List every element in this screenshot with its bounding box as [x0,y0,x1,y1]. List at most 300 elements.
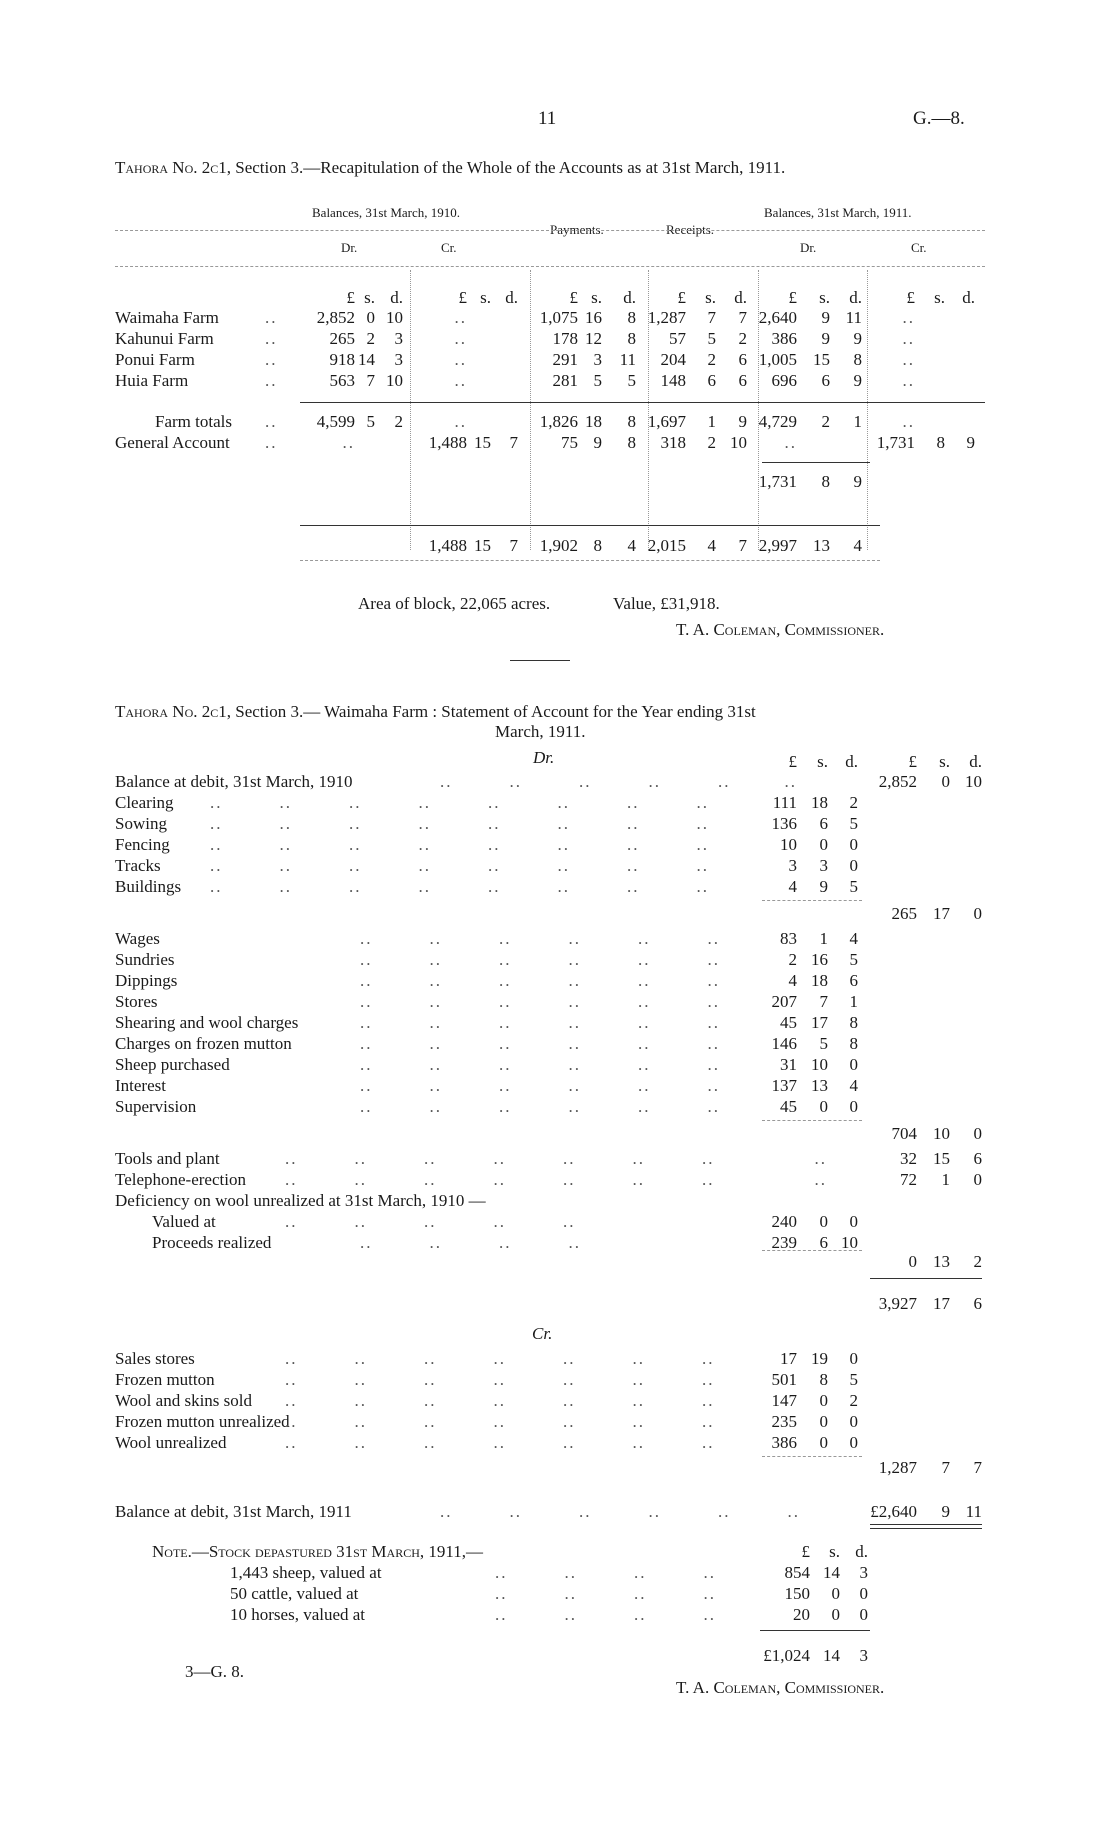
waimaha-title-rest: Section 3.— Waimaha Farm : Statement of Account for the Year ending 31st [235,702,756,721]
recap-row-3-2-2: 5 [627,371,636,390]
recap-row-2-4-1: 15 [813,350,830,369]
lsd-head-3-1: s. [705,288,716,307]
leader-dots: .. [265,350,278,369]
credit-item-amount-2: 0 [849,1412,858,1431]
lsd-head-4-0: £ [788,288,797,307]
farm-totals-4-1: 2 [821,412,830,431]
leader-dots: .. .. .. .. .. .. [360,929,777,948]
col-head-receipts: Receipts. [666,222,715,237]
recap-row-2-3-0: 204 [660,350,686,369]
leader-dots: .. .. .. .. .. .. [440,1502,857,1521]
column-divider-4 [867,270,868,550]
leader-dots: .. [265,412,278,431]
farm-totals-label: Farm totals [155,412,232,431]
sub-dr-4-2: 9 [853,472,862,491]
leader-dots: .. [265,329,278,348]
debit-item-amount-2: 5 [849,877,858,896]
debit-item-amount-2: 4 [849,929,858,948]
lsd-head-4-1: s. [819,288,830,307]
group2-total-0: 704 [891,1124,917,1143]
waimaha-title [115,702,756,722]
leader-dots: .. .. .. .. .. .. [360,1076,777,1095]
general-account-3-1: 2 [707,433,716,452]
farm-totals-3-0: 1,697 [647,412,686,431]
lsd-head-2-1: s. [591,288,602,307]
recap-row-3-3-1: 6 [707,371,716,390]
lsd-head-3-0: £ [677,288,686,307]
leader-dots: .. .. .. .. .. .. [360,992,777,1011]
cr-total-2: 7 [973,1458,982,1477]
debit-item-label: Wages [115,929,160,948]
telephone-total-1: 1 [941,1170,950,1189]
page-number: 11 [538,108,557,129]
leader-dots: .. .. .. .. .. .. [360,1097,777,1116]
credit-item-amount-0: 17 [780,1349,797,1368]
telephone-label: Telephone-erection [115,1170,246,1189]
grand-3-0: 2,015 [647,536,686,555]
empty-cr-1911: .. [902,329,915,348]
debit-item-amount-1: 3 [819,856,828,875]
debit-item-amount-1: 7 [819,992,828,1011]
general-account-5-2: 9 [966,433,975,452]
recap-title-rest: Section 3.—Recapitulation of the Whole of the Accounts as at 31st March, 1911. [235,158,786,177]
grand-rule-bottom [300,560,880,561]
debit-item-label: Dippings [115,971,178,990]
recap-row-1-3-0: 57 [669,329,686,348]
lsd-head-0-2: d. [390,288,403,307]
general-account-2-2: 8 [627,433,636,452]
column-divider-0 [410,270,411,550]
leader-dots: .. .. .. .. .. .. .. [285,1349,772,1368]
recap-row-0-2-1: 16 [585,308,602,327]
stmt-lsd-outer-1: s. [939,752,950,771]
credit-item-amount-1: 0 [819,1433,828,1452]
general-account-label: General Account [115,433,230,452]
balance-1910-label: Balance at debit, 31st March, 1910 [115,772,353,791]
recap-row-0-4-0: 2,640 [758,308,797,327]
note-lsd-2: d. [855,1542,868,1561]
col-head-dr-1911: Dr. [800,240,817,255]
grand-4-2: 4 [853,536,862,555]
empty-dr-1911: .. [784,433,797,452]
empty-amount: .. [784,772,797,791]
col-head-dr-1910: Dr. [341,240,358,255]
recap-row-3-3-0: 148 [660,371,686,390]
note-item-amount-1: 0 [831,1605,840,1624]
stmt-lsd-outer-0: £ [908,752,917,771]
debit-item-label: Charges on frozen mutton [115,1034,292,1053]
grand-2-0: 1,902 [539,536,578,555]
leader-dots: .. .. .. .. .. .. [360,971,777,990]
empty-cr-1911: .. [902,350,915,369]
note-total-1: 14 [823,1646,840,1665]
block-value: Value, £31,918. [613,594,720,613]
group2-total-1: 10 [933,1124,950,1143]
note-item-label: 1,443 sheep, valued at [230,1563,382,1582]
debit-item-amount-2: 0 [849,856,858,875]
recap-row-label [115,308,219,328]
recap-row-1-4-0: 386 [771,329,797,348]
debit-item-amount-2: 0 [849,1055,858,1074]
lsd-head-1-0: £ [458,288,467,307]
recap-row-2-2-1: 3 [593,350,602,369]
lsd-head-2-0: £ [569,288,578,307]
balance-1910-total-2: 10 [965,772,982,791]
leader-dots: .. .. .. .. .. .. [360,950,777,969]
proceeds-amount-2: 10 [841,1233,858,1252]
empty-cr-1910: .. [454,412,467,431]
farm-totals-2-2: 8 [627,412,636,431]
note-item-amount-2: 0 [859,1605,868,1624]
stmt-lsd-outer-2: d. [969,752,982,771]
debit-item-label: Sowing [115,814,167,833]
debit-item-amount-1: 17 [811,1013,828,1032]
recap-row-2-2-2: 11 [619,350,636,369]
debit-item-label: Interest [115,1076,166,1095]
grand-rule [300,525,880,526]
credit-item-amount-2: 0 [849,1349,858,1368]
leader-dots: .. .. .. .. .. .. .. [285,1433,772,1452]
deficiency-label: Deficiency on wool unrealized at 31st March, 1910 — [115,1191,486,1210]
lsd-head-0-1: s. [364,288,375,307]
recap-row-label-text: Waimaha Farm [115,308,219,327]
farm-totals-3-2: 9 [738,412,747,431]
credit-item-amount-1: 0 [819,1391,828,1410]
debit-item-amount-1: 0 [819,835,828,854]
section-divider [510,660,570,661]
col-head-cr-1911: Cr. [911,240,927,255]
leader-dots: .. .. .. .. .. .. .. .. [210,877,766,896]
subtotal-rule [762,1456,862,1457]
note-item-amount-2: 0 [859,1584,868,1603]
group1-total-1: 17 [933,904,950,923]
note-item-amount-2: 3 [859,1563,868,1582]
leader-dots: .. .. .. .. .. .. .. .. [210,814,766,833]
valued-at-amount-0: 240 [771,1212,797,1231]
credit-item-amount-0: 501 [771,1370,797,1389]
debit-item-amount-0: 3 [788,856,797,875]
empty-amount: .. [814,1149,827,1168]
recap-row-1-4-1: 9 [821,329,830,348]
waimaha-signature: T. A. Coleman, Commissioner. [676,1678,885,1697]
recap-row-label-text: Kahunui Farm [115,329,214,348]
debit-item-amount-1: 13 [811,1076,828,1095]
recap-row-0-0-0: 2,852 [316,308,355,327]
recap-row-1-4-2: 9 [853,329,862,348]
debit-item-label: Sheep purchased [115,1055,230,1074]
leader-dots: .. .. .. .. .. .. [360,1034,777,1053]
recap-row-label [115,371,188,391]
debit-item-label: Supervision [115,1097,197,1116]
empty-cr-1910: .. [454,350,467,369]
recap-row-3-0-0: 563 [329,371,355,390]
recap-title-prefix: Tahora No. 2c1, [115,158,231,177]
credit-item-label: Wool and skins sold [115,1391,252,1410]
recap-row-1-3-1: 5 [707,329,716,348]
grand-1-2: 7 [509,536,518,555]
empty-dr-1910: .. [342,433,355,452]
leader-dots: .. .. .. .. .. [440,772,788,791]
debit-item-amount-1: 6 [819,814,828,833]
credit-item-label: Wool unrealized [115,1433,227,1452]
note-item-amount-0: 854 [784,1563,810,1582]
debit-item-label: Sundries [115,950,175,969]
sub-dr-4-0: 1,731 [758,472,797,491]
debit-item-amount-0: 111 [772,793,797,812]
sub-rule [762,462,870,463]
recap-row-3-4-2: 9 [853,371,862,390]
grand-2-1: 8 [593,536,602,555]
credit-item-label: Sales stores [115,1349,195,1368]
recap-row-2-4-2: 8 [853,350,862,369]
debit-item-amount-2: 8 [849,1034,858,1053]
valued-at-label: Valued at [152,1212,216,1231]
debit-item-amount-0: 4 [788,971,797,990]
recap-row-1-0-0: 265 [329,329,355,348]
debit-item-label: Buildings [115,877,182,896]
credit-item-amount-1: 8 [819,1370,828,1389]
cr-total-0: 1,287 [878,1458,917,1477]
leader-dots: .. .. .. .. .. .. .. .. [210,835,766,854]
leader-dots: .. [265,308,278,327]
general-account-5-0: 1,731 [876,433,915,452]
grand-4-0: 2,997 [758,536,797,555]
credit-item-label: Frozen mutton [115,1370,215,1389]
dr-heading: Dr. [533,748,555,767]
leader-dots: .. .. .. .. [360,1233,638,1252]
empty-cr-1911: .. [902,412,915,431]
note-item-amount-1: 14 [823,1563,840,1582]
subtotal-rule [762,1250,862,1251]
general-account-1-2: 7 [509,433,518,452]
telephone-total-2: 0 [973,1170,982,1189]
lsd-head-4-2: d. [849,288,862,307]
recap-row-0-2-2: 8 [627,308,636,327]
proceeds-amount-1: 6 [819,1233,828,1252]
leader-dots: .. [265,433,278,452]
recap-row-1-3-2: 2 [738,329,747,348]
empty-amount: .. [814,1170,827,1189]
stmt-lsd-inner-0: £ [788,752,797,771]
debit-item-amount-2: 0 [849,1097,858,1116]
footer-signature-mark: 3—G. 8. [185,1662,245,1681]
head-rule-top [115,230,985,231]
subtotal-rule [762,1120,862,1121]
note-total-0: £1,024 [763,1646,810,1665]
dr-total-0: 3,927 [878,1294,917,1313]
recap-row-1-0-2: 3 [394,329,403,348]
leader-dots: .. .. .. .. .. .. .. [285,1391,772,1410]
recap-row-2-3-2: 6 [738,350,747,369]
debit-item-amount-0: 10 [780,835,797,854]
proceeds-label: Proceeds realized [152,1233,272,1252]
note-heading: Note.—Stock depastured 31st March, 1911,— [152,1542,483,1561]
credit-item-amount-0: 235 [771,1412,797,1431]
debit-item-amount-1: 0 [819,1097,828,1116]
tools-label: Tools and plant [115,1149,220,1168]
recap-row-3-0-1: 7 [366,371,375,390]
recap-title [115,158,985,178]
debit-item-label: Stores [115,992,158,1011]
proceeds-amount-0: 239 [771,1233,797,1252]
tools-total-0: 32 [900,1149,917,1168]
debit-item-amount-2: 8 [849,1013,858,1032]
recap-row-2-3-1: 2 [707,350,716,369]
recap-row-0-2-0: 1,075 [539,308,578,327]
sub-dr-4-1: 8 [821,472,830,491]
totals-rule [300,402,985,403]
debit-item-amount-1: 10 [811,1055,828,1074]
deficiency-total-1: 13 [933,1252,950,1271]
subtotal-rule [762,900,862,901]
debit-item-amount-2: 5 [849,814,858,833]
recap-row-2-0-0: 918 [329,350,355,369]
general-account-1-0: 1,488 [428,433,467,452]
empty-cr-1911: .. [902,308,915,327]
grand-2-2: 4 [627,536,636,555]
debit-item-amount-2: 5 [849,950,858,969]
recap-row-2-0-2: 3 [394,350,403,369]
debit-item-amount-0: 2 [788,950,797,969]
credit-item-amount-1: 0 [819,1412,828,1431]
stmt-lsd-inner-1: s. [817,752,828,771]
credit-item-amount-0: 386 [771,1433,797,1452]
document-reference: G.—8. [913,108,965,129]
note-item-amount-0: 150 [784,1584,810,1603]
debit-item-amount-1: 5 [819,1034,828,1053]
debit-item-amount-2: 2 [849,793,858,812]
debit-item-amount-2: 4 [849,1076,858,1095]
empty-cr-1910: .. [454,308,467,327]
waimaha-title-line2: March, 1911. [495,722,586,741]
debit-item-label: Fencing [115,835,170,854]
balance-double-rule [870,1524,982,1529]
col-head-bal1911: Balances, 31st March, 1911. [764,205,912,220]
balance-1911-total-2: 11 [965,1502,982,1521]
dr-total-1: 17 [933,1294,950,1313]
recap-row-3-2-0: 281 [552,371,578,390]
leader-dots: .. .. .. .. .. .. .. .. [210,856,766,875]
credit-item-amount-0: 147 [771,1391,797,1410]
recap-row-label [115,329,214,349]
grand-3-2: 7 [738,536,747,555]
note-item-amount-1: 0 [831,1584,840,1603]
general-account-3-0: 318 [660,433,686,452]
recap-row-label [115,350,195,370]
recap-row-0-3-0: 1,287 [647,308,686,327]
deficiency-total-2: 2 [973,1252,982,1271]
debit-item-amount-1: 16 [811,950,828,969]
note-item-label: 10 horses, valued at [230,1605,366,1624]
grand-3-1: 4 [707,536,716,555]
debit-item-amount-0: 146 [771,1034,797,1053]
debit-item-amount-0: 137 [771,1076,797,1095]
note-item-label: 50 cattle, valued at [230,1584,359,1603]
group1-total-0: 265 [891,904,917,923]
debit-item-amount-1: 18 [811,971,828,990]
recap-row-1-2-1: 12 [585,329,602,348]
col-head-bal1910: Balances, 31st March, 1910. [312,205,461,220]
debit-item-amount-1: 9 [819,877,828,896]
note-lsd-1: s. [829,1542,840,1561]
leader-dots: .. .. .. .. [495,1605,773,1624]
debit-item-amount-0: 31 [780,1055,797,1074]
note-item-amount-0: 20 [793,1605,810,1624]
debit-item-label: Tracks [115,856,161,875]
recap-row-3-4-1: 6 [821,371,830,390]
debit-item-amount-0: 136 [771,814,797,833]
recap-row-label-text: Huia Farm [115,371,189,390]
lsd-head-0-0: £ [346,288,355,307]
lsd-head-5-2: d. [962,288,975,307]
dr-total-2: 6 [973,1294,982,1313]
recap-row-0-4-1: 9 [821,308,830,327]
dr-total-rule [870,1278,982,1279]
farm-totals-4-0: 4,729 [758,412,797,431]
recap-row-3-2-1: 5 [593,371,602,390]
debit-item-amount-0: 4 [788,877,797,896]
recap-row-0-4-2: 11 [845,308,862,327]
note-total-2: 3 [859,1646,868,1665]
grand-1-1: 15 [474,536,491,555]
credit-item-label: Frozen mutton unrealized [115,1412,290,1431]
recap-row-1-2-0: 178 [552,329,578,348]
recap-row-0-0-1: 0 [366,308,375,327]
leader-dots: .. .. .. .. .. [285,1212,633,1231]
cr-heading: Cr. [532,1324,553,1343]
lsd-head-5-1: s. [934,288,945,307]
telephone-total-0: 72 [900,1170,917,1189]
debit-item-amount-0: 45 [780,1013,797,1032]
recap-signature: T. A. Coleman, Commissioner. [676,620,885,639]
credit-item-amount-2: 5 [849,1370,858,1389]
balance-1911-label: Balance at debit, 31st March, 1911 [115,1502,352,1521]
area-of-block: Area of block, 22,065 acres. [358,594,551,613]
credit-item-amount-2: 2 [849,1391,858,1410]
note-lsd-0: £ [801,1542,810,1561]
leader-dots: .. .. .. .. .. .. .. [285,1370,772,1389]
recap-row-1-0-1: 2 [366,329,375,348]
debit-item-label: Shearing and wool charges [115,1013,299,1032]
recap-row-3-4-0: 696 [771,371,797,390]
lsd-head-3-2: d. [734,288,747,307]
leader-dots: .. .. .. .. [495,1584,773,1603]
tools-total-1: 15 [933,1149,950,1168]
debit-item-amount-2: 6 [849,971,858,990]
farm-totals-0-0: 4,599 [316,412,355,431]
leader-dots: .. .. .. .. .. .. .. [285,1149,772,1168]
group2-total-2: 0 [973,1124,982,1143]
balance-1911-total-0: £2,640 [870,1502,917,1521]
debit-item-amount-1: 18 [811,793,828,812]
farm-totals-0-2: 2 [394,412,403,431]
general-account-2-0: 75 [561,433,578,452]
farm-totals-2-0: 1,826 [539,412,578,431]
balance-1910-total-1: 0 [941,772,950,791]
cr-total-1: 7 [941,1458,950,1477]
waimaha-title-prefix: Tahora No. 2c1, [115,702,231,721]
general-account-3-2: 10 [730,433,747,452]
recap-row-0-0-2: 10 [386,308,403,327]
lsd-head-5-0: £ [906,288,915,307]
balance-1910-total-0: 2,852 [878,772,917,791]
debit-item-amount-2: 1 [849,992,858,1011]
general-account-5-1: 8 [936,433,945,452]
credit-item-amount-1: 19 [811,1349,828,1368]
recap-row-0-3-1: 7 [707,308,716,327]
general-account-1-1: 15 [474,433,491,452]
deficiency-total-0: 0 [908,1252,917,1271]
